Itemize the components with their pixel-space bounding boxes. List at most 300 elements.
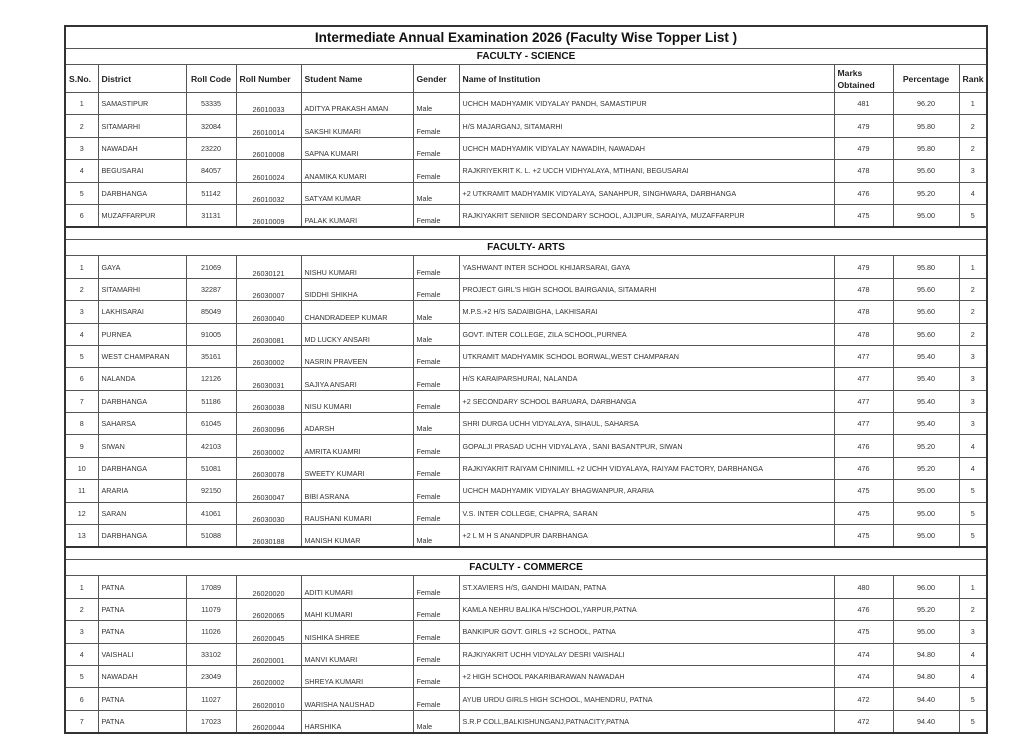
- roll-code-cell: 12126: [186, 368, 236, 390]
- institution-cell: GOVT. INTER COLLEGE, ZILA SCHOOL,PURNEA: [459, 323, 834, 345]
- institution-cell: PROJECT GIRL'S HIGH SCHOOL BAIRGANIA, SITAMARHI: [459, 278, 834, 300]
- percentage-cell: 95.40: [893, 413, 959, 435]
- marks-cell: 474: [834, 665, 893, 687]
- percentage-cell: 95.40: [893, 368, 959, 390]
- institution-cell: RAJKIYAKRIT SENIIOR SECONDARY SCHOOL, AJIJPUR, SARAIYA, MUZAFFARPUR: [459, 204, 834, 227]
- marks-cell: 480: [834, 576, 893, 598]
- percentage-cell: 95.60: [893, 323, 959, 345]
- roll-number-cell: 26020044: [236, 710, 301, 733]
- roll-number-cell: 26030081: [236, 323, 301, 345]
- roll-number-cell: 26020002: [236, 665, 301, 687]
- student-name-cell: SHREYA KUMARI: [301, 665, 413, 687]
- table-row: [65, 621, 987, 643]
- roll-number-cell: 26020045: [236, 621, 301, 643]
- serial-number-cell: 3: [65, 137, 98, 159]
- student-name-cell: NISU KUMARI: [301, 390, 413, 412]
- district-cell: WEST CHAMPARAN: [98, 345, 186, 367]
- roll-code-cell: 42103: [186, 435, 236, 457]
- table-row: [65, 204, 987, 227]
- gender-cell: Male: [413, 323, 459, 345]
- marks-cell: 478: [834, 301, 893, 323]
- roll-code-cell: 51186: [186, 390, 236, 412]
- table-row: [65, 598, 987, 620]
- district-cell: SIWAN: [98, 435, 186, 457]
- marks-cell: 475: [834, 525, 893, 548]
- table-row: [65, 182, 987, 204]
- rank-cell: 2: [959, 598, 987, 620]
- roll-number-cell: 26030007: [236, 278, 301, 300]
- table-row: [65, 368, 987, 390]
- table-row: [65, 457, 987, 479]
- faculty-heading: FACULTY - COMMERCE: [65, 560, 987, 576]
- percentage-cell: 95.40: [893, 390, 959, 412]
- roll-number-cell: 26030030: [236, 502, 301, 524]
- marks-cell: 472: [834, 710, 893, 733]
- rank-cell: 3: [959, 621, 987, 643]
- institution-cell: +2 UTKRAMIT MADHYAMIK VIDYALAYA, SANAHPUR, SINGHWARA, DARBHANGA: [459, 182, 834, 204]
- roll-number-cell: 26030047: [236, 480, 301, 502]
- spacer-cell: [65, 227, 987, 240]
- marks-cell: 478: [834, 323, 893, 345]
- column-header: Gender: [413, 65, 459, 93]
- roll-number-cell: 26020010: [236, 688, 301, 710]
- district-cell: PATNA: [98, 688, 186, 710]
- marks-cell: 478: [834, 160, 893, 182]
- gender-cell: Female: [413, 204, 459, 227]
- serial-number-cell: 6: [65, 204, 98, 227]
- column-header: District: [98, 65, 186, 93]
- percentage-cell: 94.80: [893, 643, 959, 665]
- faculty-heading: FACULTY- ARTS: [65, 240, 987, 256]
- roll-code-cell: 51081: [186, 457, 236, 479]
- rank-cell: 5: [959, 688, 987, 710]
- rank-cell: 3: [959, 413, 987, 435]
- marks-cell: 475: [834, 480, 893, 502]
- student-name-cell: NISHIKA SHREE: [301, 621, 413, 643]
- serial-number-cell: 10: [65, 457, 98, 479]
- district-cell: LAKHISARAI: [98, 301, 186, 323]
- student-name-cell: MAHI KUMARI: [301, 598, 413, 620]
- district-cell: SARAN: [98, 502, 186, 524]
- gender-cell: Male: [413, 525, 459, 548]
- serial-number-cell: 12: [65, 502, 98, 524]
- institution-cell: UTKRAMIT MADHYAMIK SCHOOL BORWAL,WEST CHAMPARAN: [459, 345, 834, 367]
- gender-cell: Female: [413, 665, 459, 687]
- serial-number-cell: 6: [65, 688, 98, 710]
- student-name-cell: MANISH KUMAR: [301, 525, 413, 548]
- institution-cell: GOPALJI PRASAD UCHH VIDYALAYA , SANI BASANTPUR, SIWAN: [459, 435, 834, 457]
- student-name-cell: CHANDRADEEP KUMAR: [301, 301, 413, 323]
- student-name-cell: SAJIYA ANSARI: [301, 368, 413, 390]
- institution-cell: YASHWANT INTER SCHOOL KHIJARSARAI, GAYA: [459, 256, 834, 278]
- rank-cell: 4: [959, 665, 987, 687]
- table-row: [65, 345, 987, 367]
- roll-code-cell: 31131: [186, 204, 236, 227]
- marks-cell: 474: [834, 643, 893, 665]
- district-cell: PATNA: [98, 598, 186, 620]
- table-row: [65, 115, 987, 137]
- gender-cell: Male: [413, 93, 459, 115]
- document-title: Intermediate Annual Examination 2026 (Faculty Wise Topper List ): [65, 26, 987, 49]
- student-name-cell: ADITI KUMARI: [301, 576, 413, 598]
- table-body: [65, 26, 987, 733]
- table-row: [65, 93, 987, 115]
- percentage-cell: 95.20: [893, 182, 959, 204]
- gender-cell: Female: [413, 256, 459, 278]
- marks-cell: 475: [834, 621, 893, 643]
- roll-code-cell: 51088: [186, 525, 236, 548]
- roll-code-cell: 11079: [186, 598, 236, 620]
- rank-cell: 3: [959, 368, 987, 390]
- gender-cell: Male: [413, 301, 459, 323]
- section-spacer: [65, 547, 987, 560]
- marks-cell: 477: [834, 345, 893, 367]
- rank-cell: 5: [959, 502, 987, 524]
- roll-code-cell: 61045: [186, 413, 236, 435]
- roll-number-cell: 26030040: [236, 301, 301, 323]
- rank-cell: 2: [959, 278, 987, 300]
- table-row: [65, 710, 987, 733]
- institution-cell: RAJKRIYEKRIT K. L. +2 UCCH VIDHYALAYA, MTIHANI, BEGUSARAI: [459, 160, 834, 182]
- table-row: [65, 576, 987, 598]
- rank-cell: 5: [959, 204, 987, 227]
- serial-number-cell: 2: [65, 278, 98, 300]
- roll-code-cell: 17089: [186, 576, 236, 598]
- percentage-cell: 96.20: [893, 93, 959, 115]
- gender-cell: Female: [413, 160, 459, 182]
- marks-cell: 479: [834, 115, 893, 137]
- rank-cell: 3: [959, 390, 987, 412]
- serial-number-cell: 4: [65, 160, 98, 182]
- student-name-cell: AMRITA KUAMRI: [301, 435, 413, 457]
- spacer-cell: [65, 547, 987, 560]
- rank-cell: 3: [959, 160, 987, 182]
- percentage-cell: 96.00: [893, 576, 959, 598]
- faculty-heading-row: [65, 49, 987, 65]
- roll-code-cell: 11026: [186, 621, 236, 643]
- rank-cell: 1: [959, 256, 987, 278]
- institution-cell: RAJKIYAKRIT RAIYAM CHINIMILL +2 UCHH VIDYALAYA, RAIYAM FACTORY, DARBHANGA: [459, 457, 834, 479]
- roll-code-cell: 23220: [186, 137, 236, 159]
- column-header: Roll Code: [186, 65, 236, 93]
- district-cell: SAMASTIPUR: [98, 93, 186, 115]
- roll-number-cell: 26010024: [236, 160, 301, 182]
- gender-cell: Female: [413, 480, 459, 502]
- gender-cell: Female: [413, 345, 459, 367]
- roll-number-cell: 26010008: [236, 137, 301, 159]
- roll-number-cell: 26020065: [236, 598, 301, 620]
- rank-cell: 1: [959, 576, 987, 598]
- roll-number-cell: 26030188: [236, 525, 301, 548]
- institution-cell: M.P.S.+2 H/S SADAIBIGHA, LAKHISARAI: [459, 301, 834, 323]
- serial-number-cell: 7: [65, 710, 98, 733]
- percentage-cell: 94.40: [893, 688, 959, 710]
- column-header-row: [65, 65, 987, 93]
- gender-cell: Female: [413, 368, 459, 390]
- serial-number-cell: 13: [65, 525, 98, 548]
- institution-cell: KAMLA NEHRU BALIKA H/SCHOOL,YARPUR,PATNA: [459, 598, 834, 620]
- table-row: [65, 390, 987, 412]
- district-cell: DARBHANGA: [98, 390, 186, 412]
- gender-cell: Female: [413, 457, 459, 479]
- table-row: [65, 301, 987, 323]
- institution-cell: BANKIPUR GOVT. GIRLS +2 SCHOOL, PATNA: [459, 621, 834, 643]
- district-cell: MUZAFFARPUR: [98, 204, 186, 227]
- marks-cell: 476: [834, 182, 893, 204]
- institution-cell: UCHCH MADHYAMIK VIDYALAY NAWADIH, NAWADAH: [459, 137, 834, 159]
- serial-number-cell: 2: [65, 115, 98, 137]
- roll-code-cell: 92150: [186, 480, 236, 502]
- rank-cell: 2: [959, 301, 987, 323]
- gender-cell: Male: [413, 413, 459, 435]
- rank-cell: 2: [959, 115, 987, 137]
- rank-cell: 5: [959, 710, 987, 733]
- roll-code-cell: 17023: [186, 710, 236, 733]
- serial-number-cell: 11: [65, 480, 98, 502]
- student-name-cell: NISHU KUMARI: [301, 256, 413, 278]
- roll-code-cell: 84057: [186, 160, 236, 182]
- rank-cell: 3: [959, 345, 987, 367]
- marks-cell: 478: [834, 278, 893, 300]
- roll-code-cell: 21069: [186, 256, 236, 278]
- district-cell: SITAMARHI: [98, 278, 186, 300]
- institution-cell: UCHCH MADHYAMIK VIDYALAY PANDH, SAMASTIPUR: [459, 93, 834, 115]
- institution-cell: ST.XAVIERS H/S, GANDHI MAIDAN, PATNA: [459, 576, 834, 598]
- roll-number-cell: 26030121: [236, 256, 301, 278]
- serial-number-cell: 8: [65, 413, 98, 435]
- roll-number-cell: 26030078: [236, 457, 301, 479]
- student-name-cell: MANVI KUMARI: [301, 643, 413, 665]
- serial-number-cell: 4: [65, 323, 98, 345]
- percentage-cell: 95.60: [893, 278, 959, 300]
- rank-cell: 4: [959, 457, 987, 479]
- percentage-cell: 95.00: [893, 525, 959, 548]
- table-row: [65, 256, 987, 278]
- roll-number-cell: 26030096: [236, 413, 301, 435]
- district-cell: DARBHANGA: [98, 457, 186, 479]
- table-row: [65, 688, 987, 710]
- marks-cell: 477: [834, 390, 893, 412]
- serial-number-cell: 5: [65, 665, 98, 687]
- district-cell: PATNA: [98, 710, 186, 733]
- roll-number-cell: 26030002: [236, 435, 301, 457]
- roll-code-cell: 51142: [186, 182, 236, 204]
- percentage-cell: 95.00: [893, 621, 959, 643]
- district-cell: GAYA: [98, 256, 186, 278]
- district-cell: NAWADAH: [98, 665, 186, 687]
- percentage-cell: 95.20: [893, 598, 959, 620]
- percentage-cell: 95.00: [893, 204, 959, 227]
- roll-number-cell: 26030002: [236, 345, 301, 367]
- gender-cell: Female: [413, 576, 459, 598]
- student-name-cell: RAUSHANI KUMARI: [301, 502, 413, 524]
- section-spacer: [65, 227, 987, 240]
- roll-code-cell: 23049: [186, 665, 236, 687]
- roll-code-cell: 35161: [186, 345, 236, 367]
- district-cell: PURNEA: [98, 323, 186, 345]
- student-name-cell: SIDDHI SHIKHA: [301, 278, 413, 300]
- district-cell: SAHARSA: [98, 413, 186, 435]
- institution-cell: H/S KARAIPARSHURAI, NALANDA: [459, 368, 834, 390]
- table-row: [65, 525, 987, 548]
- table-row: [65, 137, 987, 159]
- gender-cell: Female: [413, 115, 459, 137]
- rank-cell: 4: [959, 435, 987, 457]
- institution-cell: V.S. INTER COLLEGE, CHAPRA, SARAN: [459, 502, 834, 524]
- percentage-cell: 95.20: [893, 457, 959, 479]
- district-cell: DARBHANGA: [98, 182, 186, 204]
- serial-number-cell: 3: [65, 621, 98, 643]
- institution-cell: +2 SECONDARY SCHOOL BARUARA, DARBHANGA: [459, 390, 834, 412]
- percentage-cell: 95.80: [893, 256, 959, 278]
- roll-number-cell: 26010009: [236, 204, 301, 227]
- serial-number-cell: 1: [65, 256, 98, 278]
- student-name-cell: BIBI ASRANA: [301, 480, 413, 502]
- serial-number-cell: 3: [65, 301, 98, 323]
- roll-code-cell: 11027: [186, 688, 236, 710]
- marks-cell: 477: [834, 368, 893, 390]
- roll-number-cell: 26030031: [236, 368, 301, 390]
- title-row: [65, 26, 987, 49]
- district-cell: PATNA: [98, 576, 186, 598]
- student-name-cell: ADARSH: [301, 413, 413, 435]
- table-row: [65, 413, 987, 435]
- table-row: [65, 323, 987, 345]
- roll-number-cell: 26010033: [236, 93, 301, 115]
- serial-number-cell: 6: [65, 368, 98, 390]
- column-header: Percentage: [893, 65, 959, 93]
- rank-cell: 4: [959, 643, 987, 665]
- student-name-cell: WARISHA NAUSHAD: [301, 688, 413, 710]
- column-header: Name of Institution: [459, 65, 834, 93]
- institution-cell: AYUB URDU GIRLS HIGH SCHOOL, MAHENDRU, PATNA: [459, 688, 834, 710]
- rank-cell: 5: [959, 525, 987, 548]
- gender-cell: Female: [413, 435, 459, 457]
- column-header: Roll Number: [236, 65, 301, 93]
- district-cell: VAISHALI: [98, 643, 186, 665]
- student-name-cell: SWEETY KUMARI: [301, 457, 413, 479]
- roll-code-cell: 41061: [186, 502, 236, 524]
- marks-cell: 475: [834, 502, 893, 524]
- table-row: [65, 665, 987, 687]
- institution-cell: SHRI DURGA UCHH VIDYALAYA, SIHAUL, SAHARSA: [459, 413, 834, 435]
- table-row: [65, 502, 987, 524]
- marks-cell: 477: [834, 413, 893, 435]
- marks-cell: 479: [834, 137, 893, 159]
- district-cell: NALANDA: [98, 368, 186, 390]
- roll-code-cell: 32287: [186, 278, 236, 300]
- marks-cell: 476: [834, 435, 893, 457]
- roll-code-cell: 91005: [186, 323, 236, 345]
- gender-cell: Female: [413, 278, 459, 300]
- rank-cell: 5: [959, 480, 987, 502]
- faculty-heading-row: [65, 560, 987, 576]
- serial-number-cell: 4: [65, 643, 98, 665]
- table-row: [65, 278, 987, 300]
- marks-cell: 476: [834, 598, 893, 620]
- student-name-cell: HARSHIKA: [301, 710, 413, 733]
- institution-cell: H/S MAJARGANJ, SITAMARHI: [459, 115, 834, 137]
- roll-number-cell: 26020001: [236, 643, 301, 665]
- rank-cell: 2: [959, 137, 987, 159]
- student-name-cell: ADITYA PRAKASH AMAN: [301, 93, 413, 115]
- topper-list-sheet: [64, 25, 986, 734]
- student-name-cell: MD LUCKY ANSARI: [301, 323, 413, 345]
- serial-number-cell: 5: [65, 345, 98, 367]
- percentage-cell: 95.80: [893, 137, 959, 159]
- student-name-cell: NASRIN PRAVEEN: [301, 345, 413, 367]
- column-header: Student Name: [301, 65, 413, 93]
- district-cell: SITAMARHI: [98, 115, 186, 137]
- institution-cell: RAJKIYAKRIT UCHH VIDYALAY DESRI VAISHALI: [459, 643, 834, 665]
- percentage-cell: 95.80: [893, 115, 959, 137]
- institution-cell: UCHCH MADHYAMIK VIDYALAY BHAGWANPUR, ARARIA: [459, 480, 834, 502]
- table-row: [65, 435, 987, 457]
- roll-number-cell: 26010014: [236, 115, 301, 137]
- district-cell: DARBHANGA: [98, 525, 186, 548]
- gender-cell: Male: [413, 710, 459, 733]
- district-cell: ARARIA: [98, 480, 186, 502]
- marks-cell: 475: [834, 204, 893, 227]
- district-cell: PATNA: [98, 621, 186, 643]
- student-name-cell: SATYAM KUMAR: [301, 182, 413, 204]
- percentage-cell: 95.00: [893, 480, 959, 502]
- percentage-cell: 95.20: [893, 435, 959, 457]
- table-row: [65, 643, 987, 665]
- marks-cell: 479: [834, 256, 893, 278]
- gender-cell: Female: [413, 502, 459, 524]
- column-header: Rank: [959, 65, 987, 93]
- student-name-cell: PALAK KUMARI: [301, 204, 413, 227]
- institution-cell: +2 L M H S ANANDPUR DARBHANGA: [459, 525, 834, 548]
- student-name-cell: ANAMIKA KUMARI: [301, 160, 413, 182]
- roll-code-cell: 32084: [186, 115, 236, 137]
- column-header: Marks Obtained: [834, 65, 893, 93]
- roll-number-cell: 26020020: [236, 576, 301, 598]
- table-row: [65, 480, 987, 502]
- gender-cell: Female: [413, 688, 459, 710]
- serial-number-cell: 1: [65, 93, 98, 115]
- percentage-cell: 95.60: [893, 160, 959, 182]
- percentage-cell: 94.40: [893, 710, 959, 733]
- rank-cell: 1: [959, 93, 987, 115]
- roll-code-cell: 85049: [186, 301, 236, 323]
- gender-cell: Female: [413, 137, 459, 159]
- serial-number-cell: 1: [65, 576, 98, 598]
- student-name-cell: SAKSHI KUMARI: [301, 115, 413, 137]
- roll-code-cell: 53335: [186, 93, 236, 115]
- serial-number-cell: 5: [65, 182, 98, 204]
- percentage-cell: 94.80: [893, 665, 959, 687]
- percentage-cell: 95.60: [893, 301, 959, 323]
- district-cell: NAWADAH: [98, 137, 186, 159]
- percentage-cell: 95.40: [893, 345, 959, 367]
- roll-number-cell: 26010032: [236, 182, 301, 204]
- marks-cell: 476: [834, 457, 893, 479]
- rank-cell: 2: [959, 323, 987, 345]
- serial-number-cell: 7: [65, 390, 98, 412]
- gender-cell: Female: [413, 643, 459, 665]
- district-cell: BEGUSARAI: [98, 160, 186, 182]
- serial-number-cell: 9: [65, 435, 98, 457]
- marks-cell: 481: [834, 93, 893, 115]
- gender-cell: Male: [413, 182, 459, 204]
- faculty-heading-row: [65, 240, 987, 256]
- topper-table: [64, 25, 988, 734]
- marks-cell: 472: [834, 688, 893, 710]
- student-name-cell: SAPNA KUMARI: [301, 137, 413, 159]
- gender-cell: Female: [413, 390, 459, 412]
